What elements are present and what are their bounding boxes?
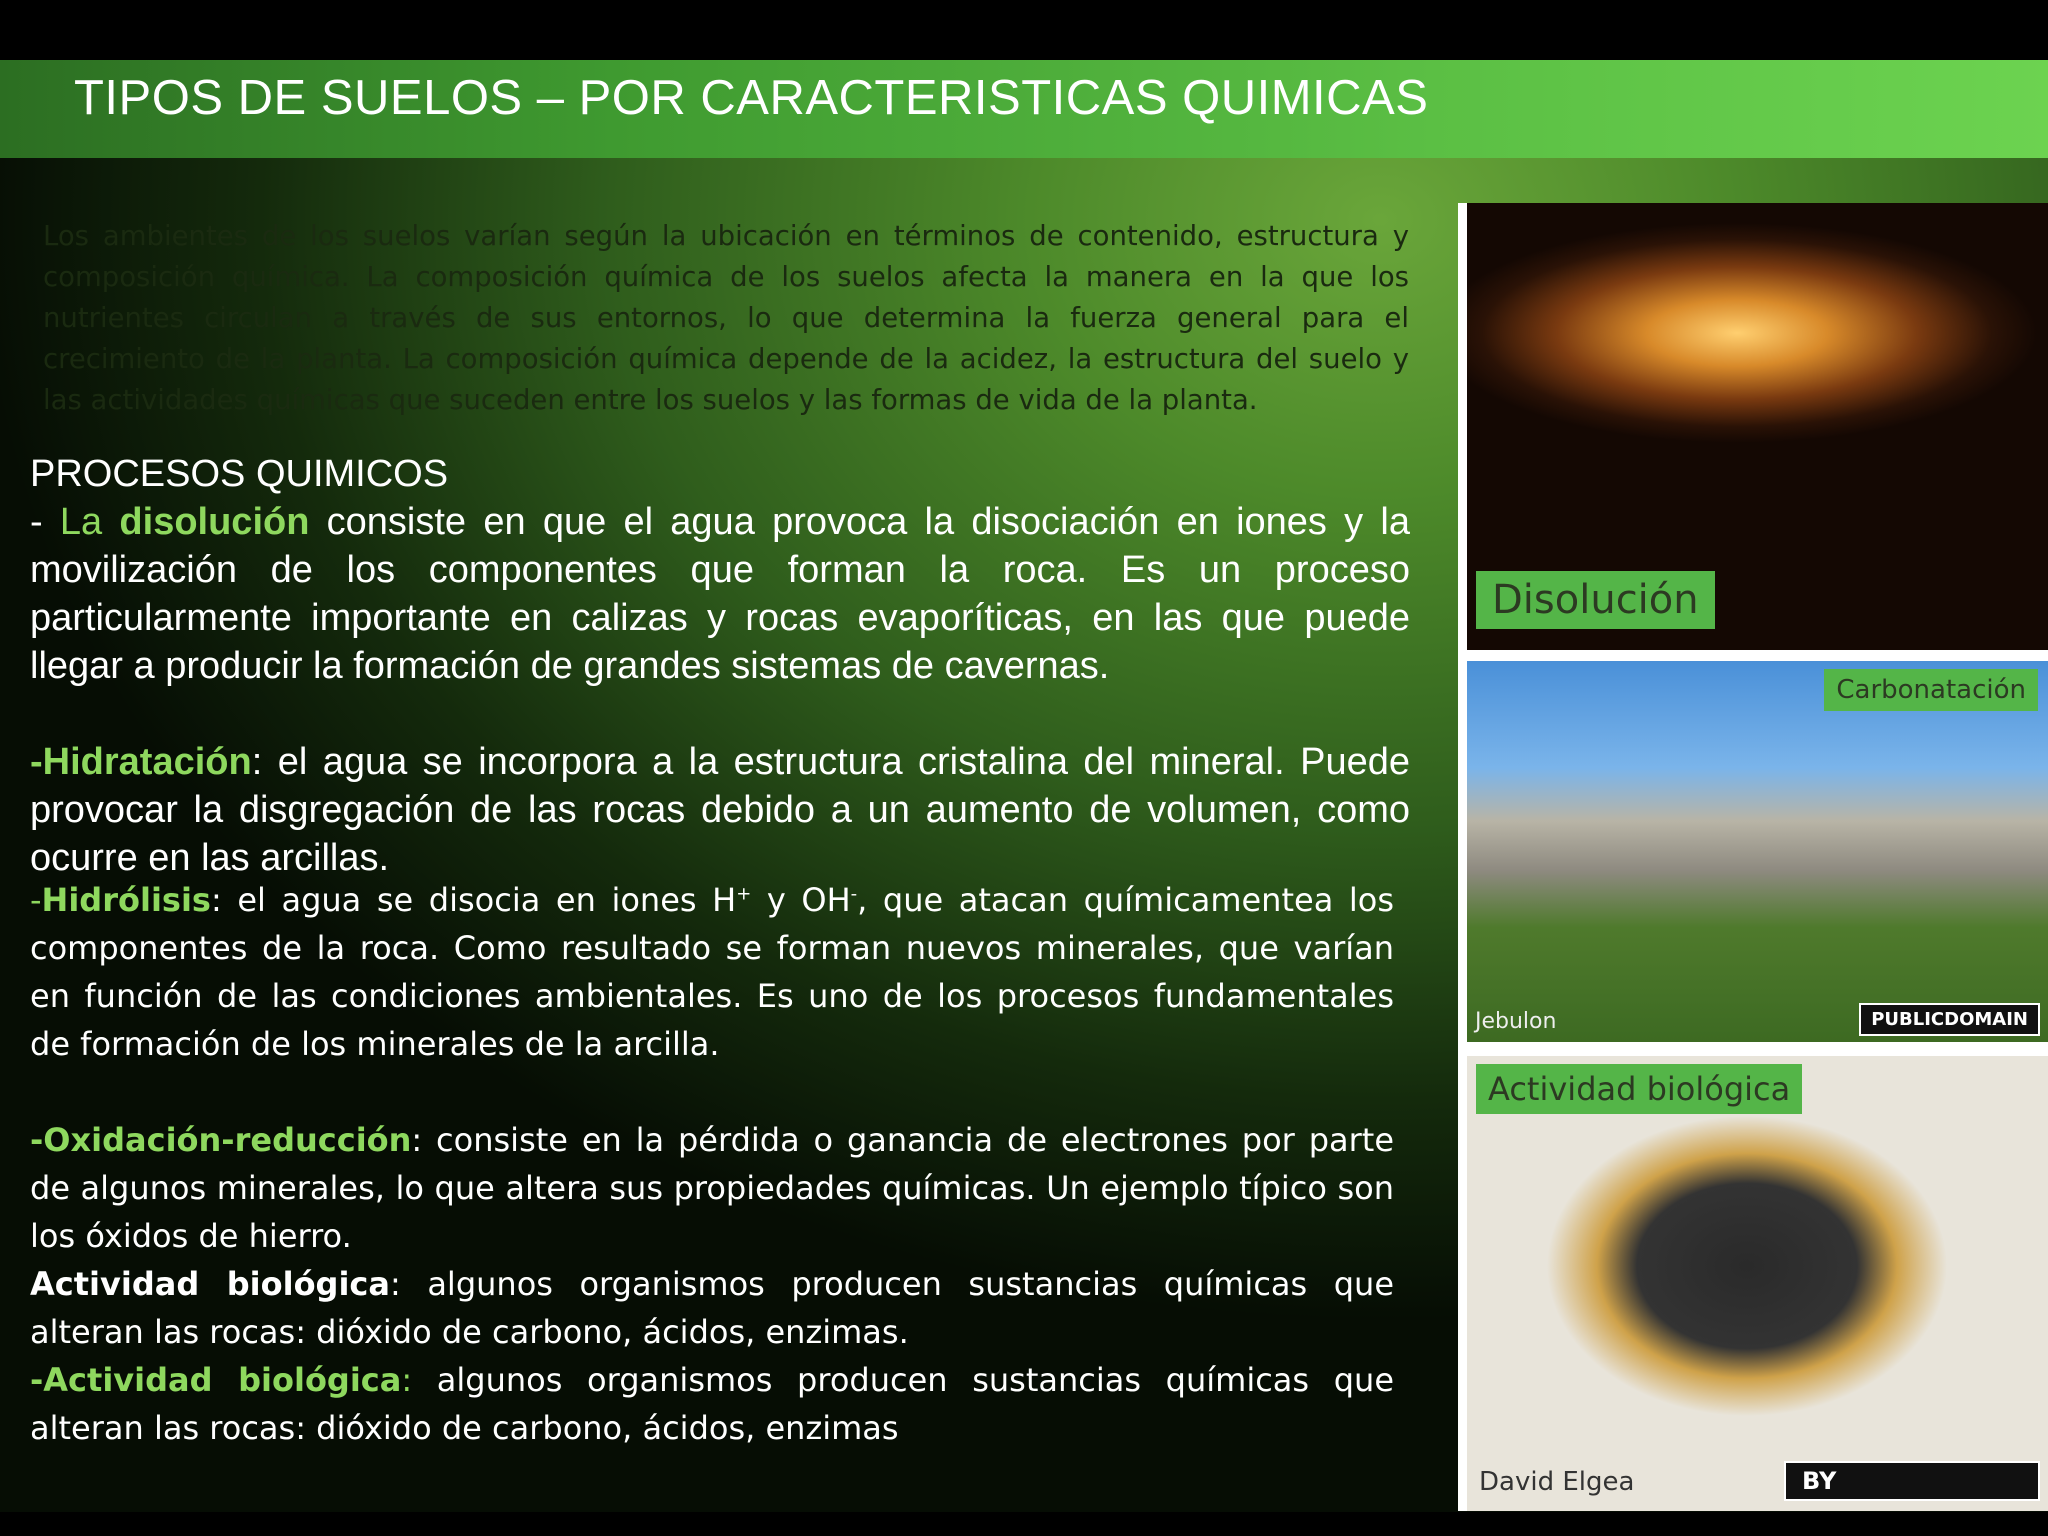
- photo-column: [1458, 203, 2048, 1511]
- disolucion-paragraph: [30, 498, 1410, 690]
- actividad-paragraph-2: [30, 1356, 1394, 1452]
- photo-label: Carbonatación: [1824, 669, 2038, 711]
- photo-credit: Jebulon: [1475, 1009, 1557, 1034]
- oxidacion-term: -Oxidación-reducción: [30, 1121, 412, 1159]
- photo-carbonatacion: [1467, 661, 2048, 1042]
- photo-credit: David Elgea: [1479, 1467, 1635, 1497]
- actividad-paragraph-1: [30, 1260, 1394, 1356]
- license-badge: BY: [1784, 1461, 2040, 1501]
- actividad-term-2: -Actividad biológica: [30, 1361, 402, 1399]
- sup-minus: -: [850, 883, 858, 905]
- bottom-bar: [0, 1512, 2048, 1536]
- hidrolisis-text-c: , que atacan químicamentea los componentes de la roca. Como resultado se forman nuevos minerales, que varían en función de las condiciones ambientales. Es uno de los procesos fundamentales de formación de los minerales de la arcilla.: [30, 881, 1395, 1063]
- license-badge: PUBLICDOMAIN: [1859, 1003, 2040, 1036]
- intro-paragraph: Los ambientes de los suelos varían según la ubicación en términos de contenido, estructura y composición química. La composición química de los suelos afecta la manera en la que los nutrientes circulan a través de sus entornos, lo que determina la fuerza general para el crecimiento de la planta. La composición química depende de la acidez, la estructura del suelo y las actividades químicas que suceden entre los suelos y las formas de vida de la planta.: [43, 220, 1409, 416]
- oxidacion-paragraph: [30, 1116, 1394, 1260]
- processes-block-2: [30, 876, 1394, 1452]
- photo-actividad-biologica: [1467, 1056, 2048, 1511]
- oxidacion-text: : consiste en la pérdida o ganancia de electrones por parte de algunos minerales, lo que altera sus propiedades químicas. Un ejemplo típico son los óxidos de hierro.: [30, 1121, 1394, 1255]
- actividad-text-1: : algunos organismos producen sustancias químicas que alteran las rocas: dióxido de carbono, ácidos, enzimas.: [30, 1265, 1395, 1351]
- slide-title: TIPOS DE SUELOS – POR CARACTERISTICAS QUIMICAS: [74, 71, 1429, 125]
- hidrolisis-text-a: : el agua se disocia en iones H: [210, 881, 737, 919]
- hidratacion-term: -Hidratación: [30, 741, 252, 783]
- disolucion-term: disolución: [119, 501, 310, 543]
- disolucion-la: La: [59, 501, 120, 543]
- photo-label: Disolución: [1476, 571, 1715, 629]
- processes-block: [30, 450, 1410, 882]
- section-heading: PROCESOS QUIMICOS: [30, 453, 449, 495]
- dash: -: [30, 881, 42, 919]
- spacer: [30, 1068, 1394, 1116]
- top-bar: [0, 0, 2048, 60]
- sup-plus: +: [736, 883, 752, 905]
- hidrolisis-term: Hidrólisis: [41, 881, 211, 919]
- actividad-text-2: algunos organismos producen sustancias químicas que alteran las rocas: dióxido de carbono, ácidos, enzimas: [30, 1361, 1395, 1447]
- hidratacion-text: : el agua se incorpora a la estructura cristalina del mineral. Puede provocar la disgregación de las rocas debido a un aumento de volumen, como ocurre en las arcillas.: [30, 741, 1410, 879]
- hidratacion-paragraph: [30, 738, 1410, 882]
- spacer: [30, 690, 1410, 738]
- colon: :: [401, 1361, 413, 1399]
- photo-disolucion: [1467, 203, 2048, 650]
- hidrolisis-text-b: y OH: [751, 881, 851, 919]
- actividad-term-1: Actividad biológica: [30, 1265, 390, 1303]
- dash: -: [30, 501, 60, 543]
- photo-label: Actividad biológica: [1476, 1064, 1802, 1114]
- hidrolisis-paragraph: [30, 876, 1394, 1068]
- disolucion-text: consiste en que el agua provoca la disociación en iones y la movilización de los componentes que forman la roca. Es un proceso particularmente importante en calizas y rocas evaporíticas, en las que puede llegar a producir la formación de grandes sistemas de cavernas.: [30, 501, 1410, 687]
